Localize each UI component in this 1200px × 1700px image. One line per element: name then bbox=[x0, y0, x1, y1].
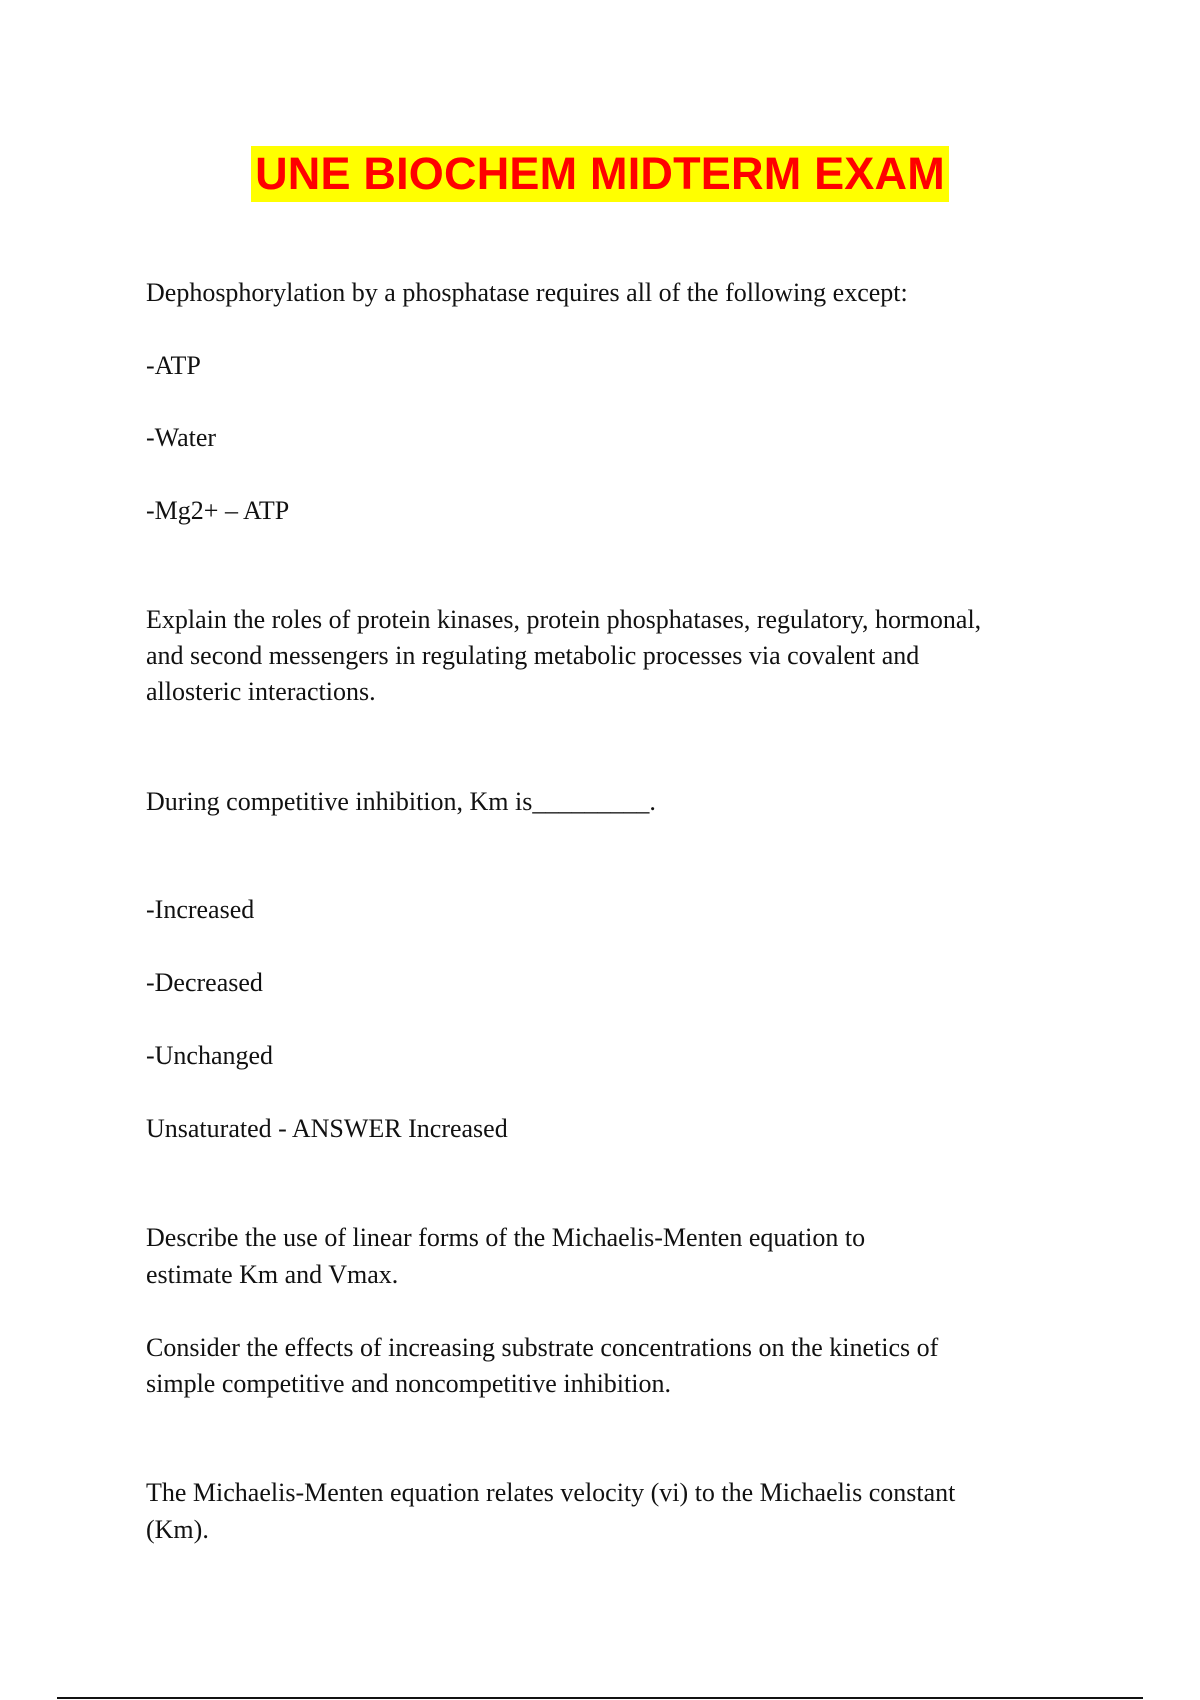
question-6-line-1: The Michaelis-Menten equation relates velocity (vi) to the Michaelis constant bbox=[146, 1478, 956, 1507]
question-2-line-1: Explain the roles of protein kinases, protein phosphatases, regulatory, hormonal, bbox=[146, 605, 982, 634]
question-1-option-1: -ATP bbox=[146, 351, 201, 380]
question-1-prompt: Dephosphorylation by a phosphatase requires all of the following except: bbox=[146, 278, 908, 307]
question-4-line-1: Describe the use of linear forms of the Michaelis-Menten equation to bbox=[146, 1223, 866, 1252]
question-3-answer: Unsaturated - ANSWER Increased bbox=[146, 1114, 508, 1143]
question-3-prompt: During competitive inhibition, Km is_________. bbox=[146, 787, 656, 816]
question-1-option-2: -Water bbox=[146, 423, 217, 452]
question-5-line-2: simple competitive and noncompetitive inhibition. bbox=[146, 1369, 671, 1398]
question-3-option-2: -Decreased bbox=[146, 968, 263, 997]
question-3-option-1: -Increased bbox=[146, 895, 255, 924]
question-6-line-2: (Km). bbox=[146, 1515, 209, 1544]
document-title: UNE BIOCHEM MIDTERM EXAM bbox=[251, 146, 949, 202]
question-3-option-3: -Unchanged bbox=[146, 1041, 274, 1070]
footer-rule bbox=[57, 1697, 1143, 1699]
question-1-option-3: -Mg2+ – ATP bbox=[146, 496, 290, 525]
question-4-line-2: estimate Km and Vmax. bbox=[146, 1260, 399, 1289]
question-2-line-2: and second messengers in regulating metabolic processes via covalent and bbox=[146, 641, 920, 670]
question-5-line-1: Consider the effects of increasing substrate concentrations on the kinetics of bbox=[146, 1333, 939, 1362]
question-2-line-3: allosteric interactions. bbox=[146, 677, 376, 706]
title-container bbox=[0, 146, 1200, 202]
